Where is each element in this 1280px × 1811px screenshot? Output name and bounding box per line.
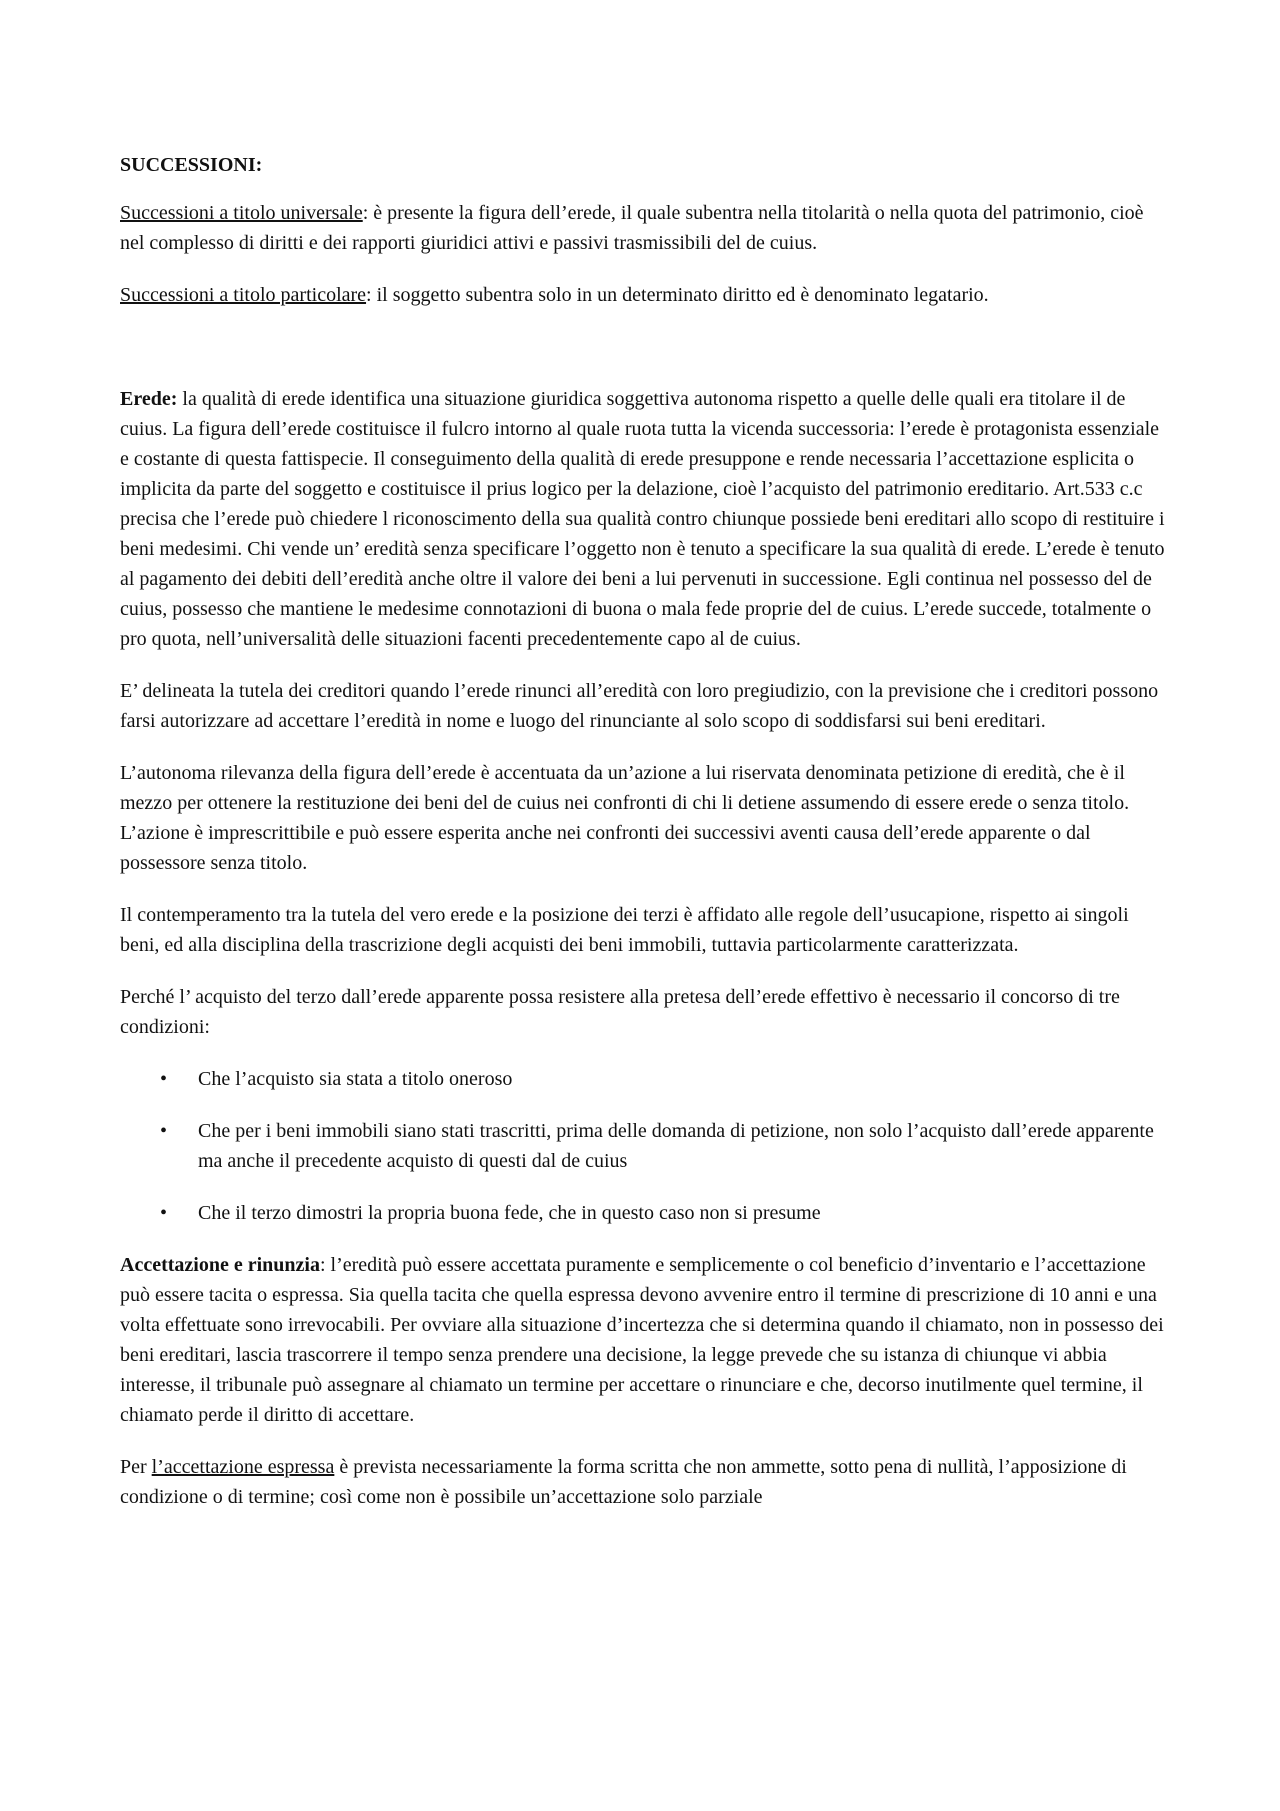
document-title: SUCCESSIONI: — [120, 154, 263, 176]
term-express-acceptance: l’accettazione espressa — [151, 1456, 335, 1478]
prefix-express-acceptance: Per — [120, 1456, 152, 1478]
text-acceptance: : l’eredità può essere accettata puramente e semplicemente o col beneficio d’inventario e l’accettazione può essere tacita o espressa. Sia quella tacita che quella espressa devono avvenire entro il termine di prescrizione di 10 anni e una volta effettuate sono irrevocabili. Per ovviare alla situazione d’incertezza che si determina quando il chiamato, non in possesso dei beni ereditari, lascia trascorrere il tempo senza prendere una decisione, la legge prevede che su istanza di chiunque vi abbia interesse, il tribunale può assegnare al chiamato un termine per accettare o rinunciare e che, decorso inutilmente quel termine, il chiamato perde il diritto di accettare. — [120, 1254, 1164, 1426]
term-acceptance: Accettazione e rinunzia — [120, 1254, 320, 1276]
list-item — [120, 1116, 1165, 1176]
bullet-glyph: • — [160, 1068, 168, 1090]
paragraph-erede — [120, 384, 1165, 654]
conditions-list — [120, 1064, 1165, 1228]
list-item-text: Che il terzo dimostri la propria buona fede, che in questo caso non si presume — [198, 1202, 821, 1224]
paragraph-universal-succession — [120, 198, 1165, 258]
bullet-glyph: • — [160, 1120, 168, 1142]
paragraph-particular-succession — [120, 280, 1165, 310]
bullet-glyph: • — [160, 1202, 168, 1224]
term-universal-succession: Successioni a titolo universale — [120, 202, 363, 224]
paragraph-acceptance — [120, 1250, 1165, 1430]
paragraph-express-acceptance — [120, 1452, 1165, 1512]
spacer — [120, 332, 1165, 384]
paragraph-creditors: E’ delineata la tutela dei creditori quando l’erede rinunci all’eredità con loro pregiudizio, con la previsione che i creditori possono farsi autorizzare ad accettare l’eredità in nome e luogo del rinunciante al solo scopo di soddisfarsi sui beni ereditari. — [120, 680, 1159, 732]
term-particular-succession: Successioni a titolo particolare — [120, 284, 367, 306]
paragraph-usucapione: Il contemperamento tra la tutela del vero erede e la posizione dei terzi è affidato alle regole dell’usucapione, rispetto ai singoli beni, ed alla disciplina della trascrizione degli acquisti dei beni immobili, tuttavia particolarmente caratterizzata. — [120, 904, 1129, 956]
paragraph-petition: L’autonoma rilevanza della figura dell’erede è accentuata da un’azione a lui riservata denominata petizione di eredità, che è il mezzo per ottenere la restituzione dei beni del de cuius nei confronti di chi li detiene assumendo di essere erede o senza titolo. L’azione è imprescrittibile e può essere esperita anche nei confronti dei successivi aventi causa dell’erede apparente o dal possessore senza titolo. — [120, 762, 1130, 874]
term-erede: Erede: — [120, 388, 178, 410]
list-item — [120, 1064, 1165, 1094]
list-item-text: Che l’acquisto sia stata a titolo oneroso — [198, 1068, 513, 1090]
text-erede: la qualità di erede identifica una situazione giuridica soggettiva autonoma rispetto a quelle delle quali era titolare il de cuius. La figura dell’erede costituisce il fulcro intorno al quale ruota tutta la vicenda successoria: l’erede è protagonista essenziale e costante di questa fattispecie. Il conseguimento della qualità di erede presuppone e rende necessaria l’accettazione esplicita o implicita da parte del soggetto e costituisce il prius logico per la delazione, cioè l’acquisto del patrimonio ereditario. Art.533 c.c precisa che l’erede può chiedere l riconoscimento della sua qualità contro chiunque possiede beni ereditari allo scopo di restituire i beni medesimi. Chi vende un’ eredità senza specificare l’oggetto non è tenuto a specificare la sua qualità di erede. L’erede è tenuto al pagamento dei debiti dell’eredità anche oltre il valore dei beni a lui pervenuti in successione. Egli continua nel possesso del de cuius, possesso che mantiene le medesime connotazioni di buona o mala fede proprie del de cuius. L’erede succede, totalmente o pro quota, nell’universalità delle situazioni facenti precedentemente capo al de cuius. — [120, 388, 1165, 650]
text-express-acceptance: è prevista necessariamente la forma scritta che non ammette, sotto pena di nullità, l’apposizione di condizione o di termine; così come non è possibile un’accettazione solo parziale — [120, 1456, 1127, 1508]
document-page — [120, 150, 1165, 1534]
list-item — [120, 1198, 1165, 1228]
text-universal-succession: : è presente la figura dell’erede, il quale subentra nella titolarità o nella quota del patrimonio, cioè nel complesso di diritti e dei rapporti giuridici attivi e passivi trasmissibili del de cuius. — [120, 202, 1144, 254]
paragraph-conditions-intro: Perché l’ acquisto del terzo dall’erede apparente possa resistere alla pretesa dell’erede effettivo è necessario il concorso di tre condizioni: — [120, 986, 1120, 1038]
text-particular-succession: : il soggetto subentra solo in un determinato diritto ed è denominato legatario. — [366, 284, 989, 306]
list-item-text: Che per i beni immobili siano stati trascritti, prima delle domanda di petizione, non solo l’acquisto dall’erede apparente ma anche il precedente acquisto di questi dal de cuius — [198, 1120, 1154, 1172]
